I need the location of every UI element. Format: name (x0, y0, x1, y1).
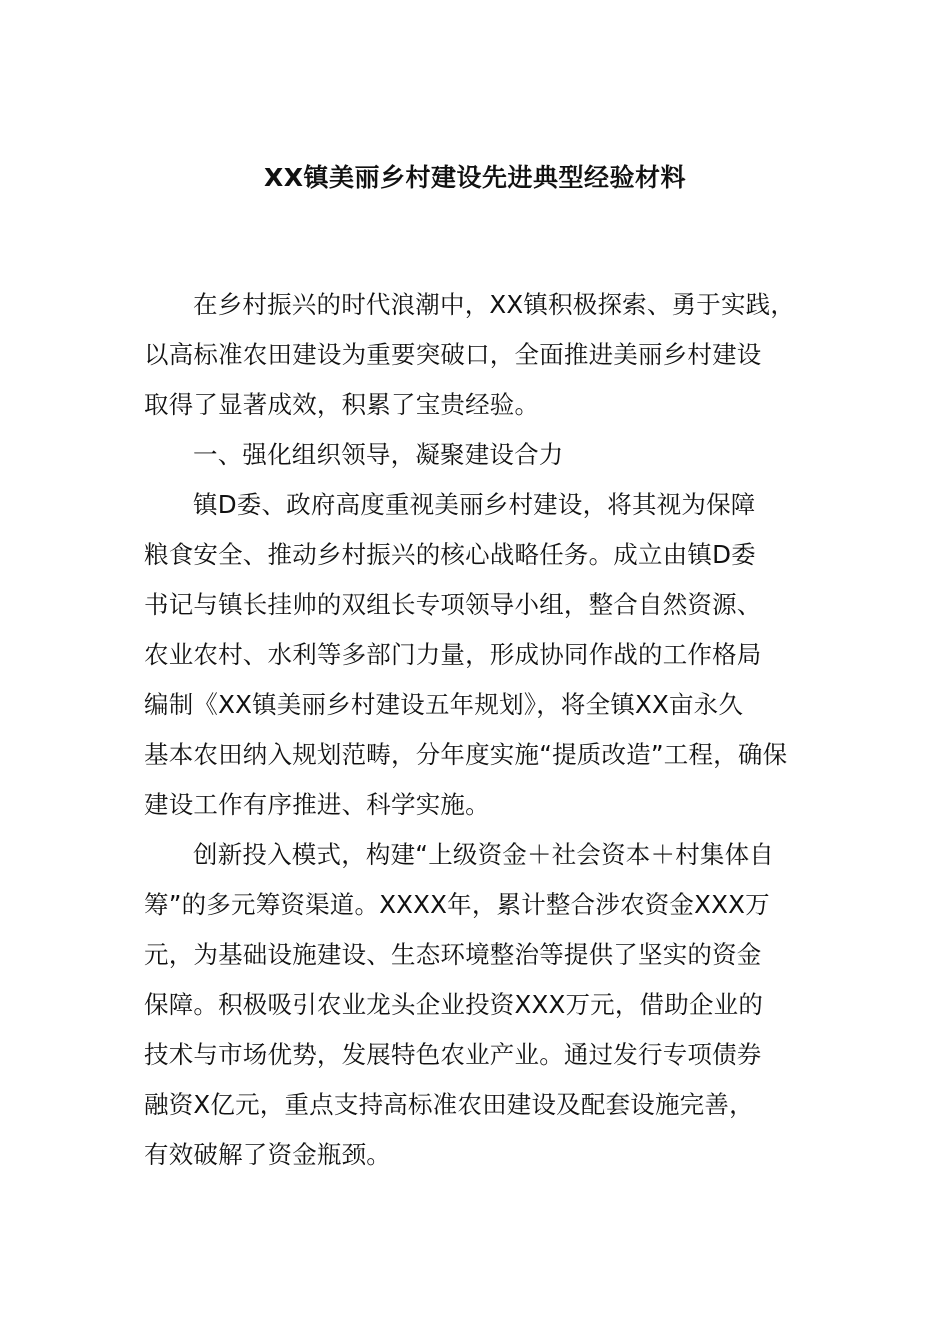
paragraph-line: 取得了显著成效，积累了宝贵经验。 (144, 390, 540, 419)
paragraph-line: 以高标准农田建设为重要突破口，全面推进美丽乡村建设 (144, 340, 762, 369)
paragraph-line: 基本农田纳入规划范畴，分年度实施“提质改造”工程，确保 (144, 740, 788, 769)
paragraph-line: 融资X亿元，重点支持高标准农田建设及配套设施完善， (144, 1090, 754, 1119)
paragraph-line: 保障。积极吸引农业龙头企业投资XXX万元，借助企业的 (144, 990, 764, 1019)
paragraph-line: 创新投入模式，构建“上级资金＋社会资本＋村集体自 (193, 840, 774, 869)
paragraph-line: 农业农村、水利等多部门力量，形成协同作战的工作格局 (144, 640, 762, 669)
document-body (144, 280, 834, 1180)
paragraph-line: 在乡村振兴的时代浪潮中，XX镇积极探索、勇于实践， (193, 290, 796, 319)
paragraph-line: 建设工作有序推进、科学实施。 (144, 790, 490, 819)
paragraph-line: 书记与镇长挂帅的双组长专项领导小组，整合自然资源、 (144, 590, 762, 619)
paragraph-line: 筹”的多元筹资渠道。XXXX年，累计整合涉农资金XXX万 (144, 890, 770, 919)
paragraph-line: 镇D委、政府高度重视美丽乡村建设，将其视为保障 (193, 490, 756, 519)
paragraph-line: 技术与市场优势，发展特色农业产业。通过发行专项债券 (144, 1040, 762, 1069)
paragraph-line: 有效破解了资金瓶颈。 (144, 1140, 391, 1169)
section-heading: 一、强化组织领导，凝聚建设合力 (193, 440, 564, 469)
paragraph-line: 粮食安全、推动乡村振兴的核心战略任务。成立由镇D委 (144, 540, 756, 569)
paragraph-line: 元，为基础设施建设、生态环境整治等提供了坚实的资金 (144, 940, 762, 969)
document-title: XX镇美丽乡村建设先进典型经验材料 (263, 163, 687, 192)
paragraph-line: 编制《XX镇美丽乡村建设五年规划》，将全镇XX亩永久 (144, 690, 744, 719)
